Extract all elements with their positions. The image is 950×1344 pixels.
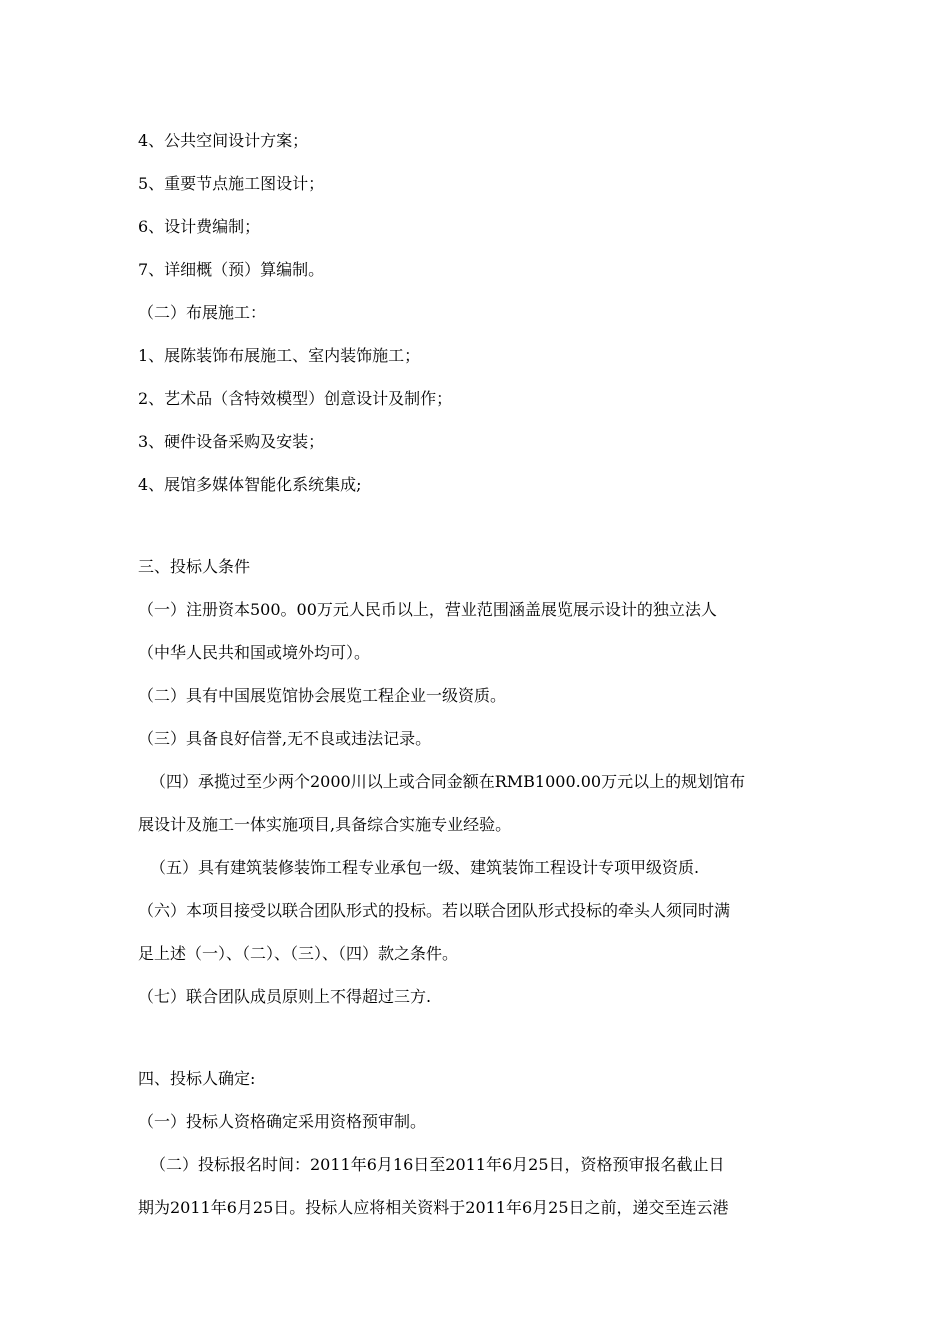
list-item-construction-drawing: 5、重要节点施工图设计； [138, 174, 325, 193]
list-item-public-space-design: 4、公共空间设计方案； [138, 131, 309, 150]
paragraph-reputation: （三）具备良好信誉,无不良或违法记录。 [138, 729, 432, 748]
paragraph-consortium-cont: 足上述（一）、（二）、（三）、（四）款之条件。 [138, 944, 459, 963]
paragraph-experience-cont: 展设计及施工一体实施项目,具备综合实施专业经验。 [138, 815, 512, 834]
paragraph-qualification: （二）具有中国展览馆协会展览工程企业一级资质。 [138, 686, 507, 705]
paragraph-registered-capital-cont: （中华人民共和国或境外均可）。 [138, 643, 371, 662]
paragraph-registered-capital: （一）注册资本500。00万元人民币以上，营业范围涵盖展览展示设计的独立法人 [138, 600, 717, 619]
subheading-exhibition-construction: （二）布展施工： [138, 303, 267, 322]
list-item-design-fee: 6、设计费编制； [138, 217, 261, 236]
paragraph-registration-time: （二）投标报名时间：2011年6月16日至2011年6月25日，资格预审报名截止日 [150, 1155, 725, 1174]
paragraph-contracting-qualification: （五）具有建筑装修装饰工程专业承包一级、建筑装饰工程设计专项甲级资质. [150, 858, 700, 877]
paragraph-consortium-members: （七）联合团队成员原则上不得超过三方. [138, 987, 432, 1006]
list-item-budget: 7、详细概（预）算编制。 [138, 260, 325, 279]
paragraph-registration-time-cont: 期为2011年6月25日。投标人应将相关资料于2011年6月25日之前，递交至连云港 [138, 1198, 729, 1217]
paragraph-experience: （四）承揽过至少两个2000川以上或合同金额在RMB1000.00万元以上的规划馆布 [150, 772, 746, 791]
section-heading-bidder-conditions: 三、投标人条件 [138, 557, 251, 576]
section-heading-bidder-determination: 四、投标人确定: [138, 1069, 256, 1088]
list-item-multimedia: 4、展馆多媒体智能化系统集成; [138, 475, 362, 494]
list-item-artwork: 2、艺术品（含特效模型）创意设计及制作； [138, 389, 453, 408]
paragraph-prequalification: （一）投标人资格确定采用资格预审制。 [138, 1112, 427, 1131]
list-item-hardware: 3、硬件设备采购及安装； [138, 432, 325, 451]
paragraph-consortium: （六）本项目接受以联合团队形式的投标。若以联合团队形式投标的牵头人须同时满 [138, 901, 731, 920]
list-item-decoration-construction: 1、展陈装饰布展施工、室内装饰施工； [138, 346, 421, 365]
